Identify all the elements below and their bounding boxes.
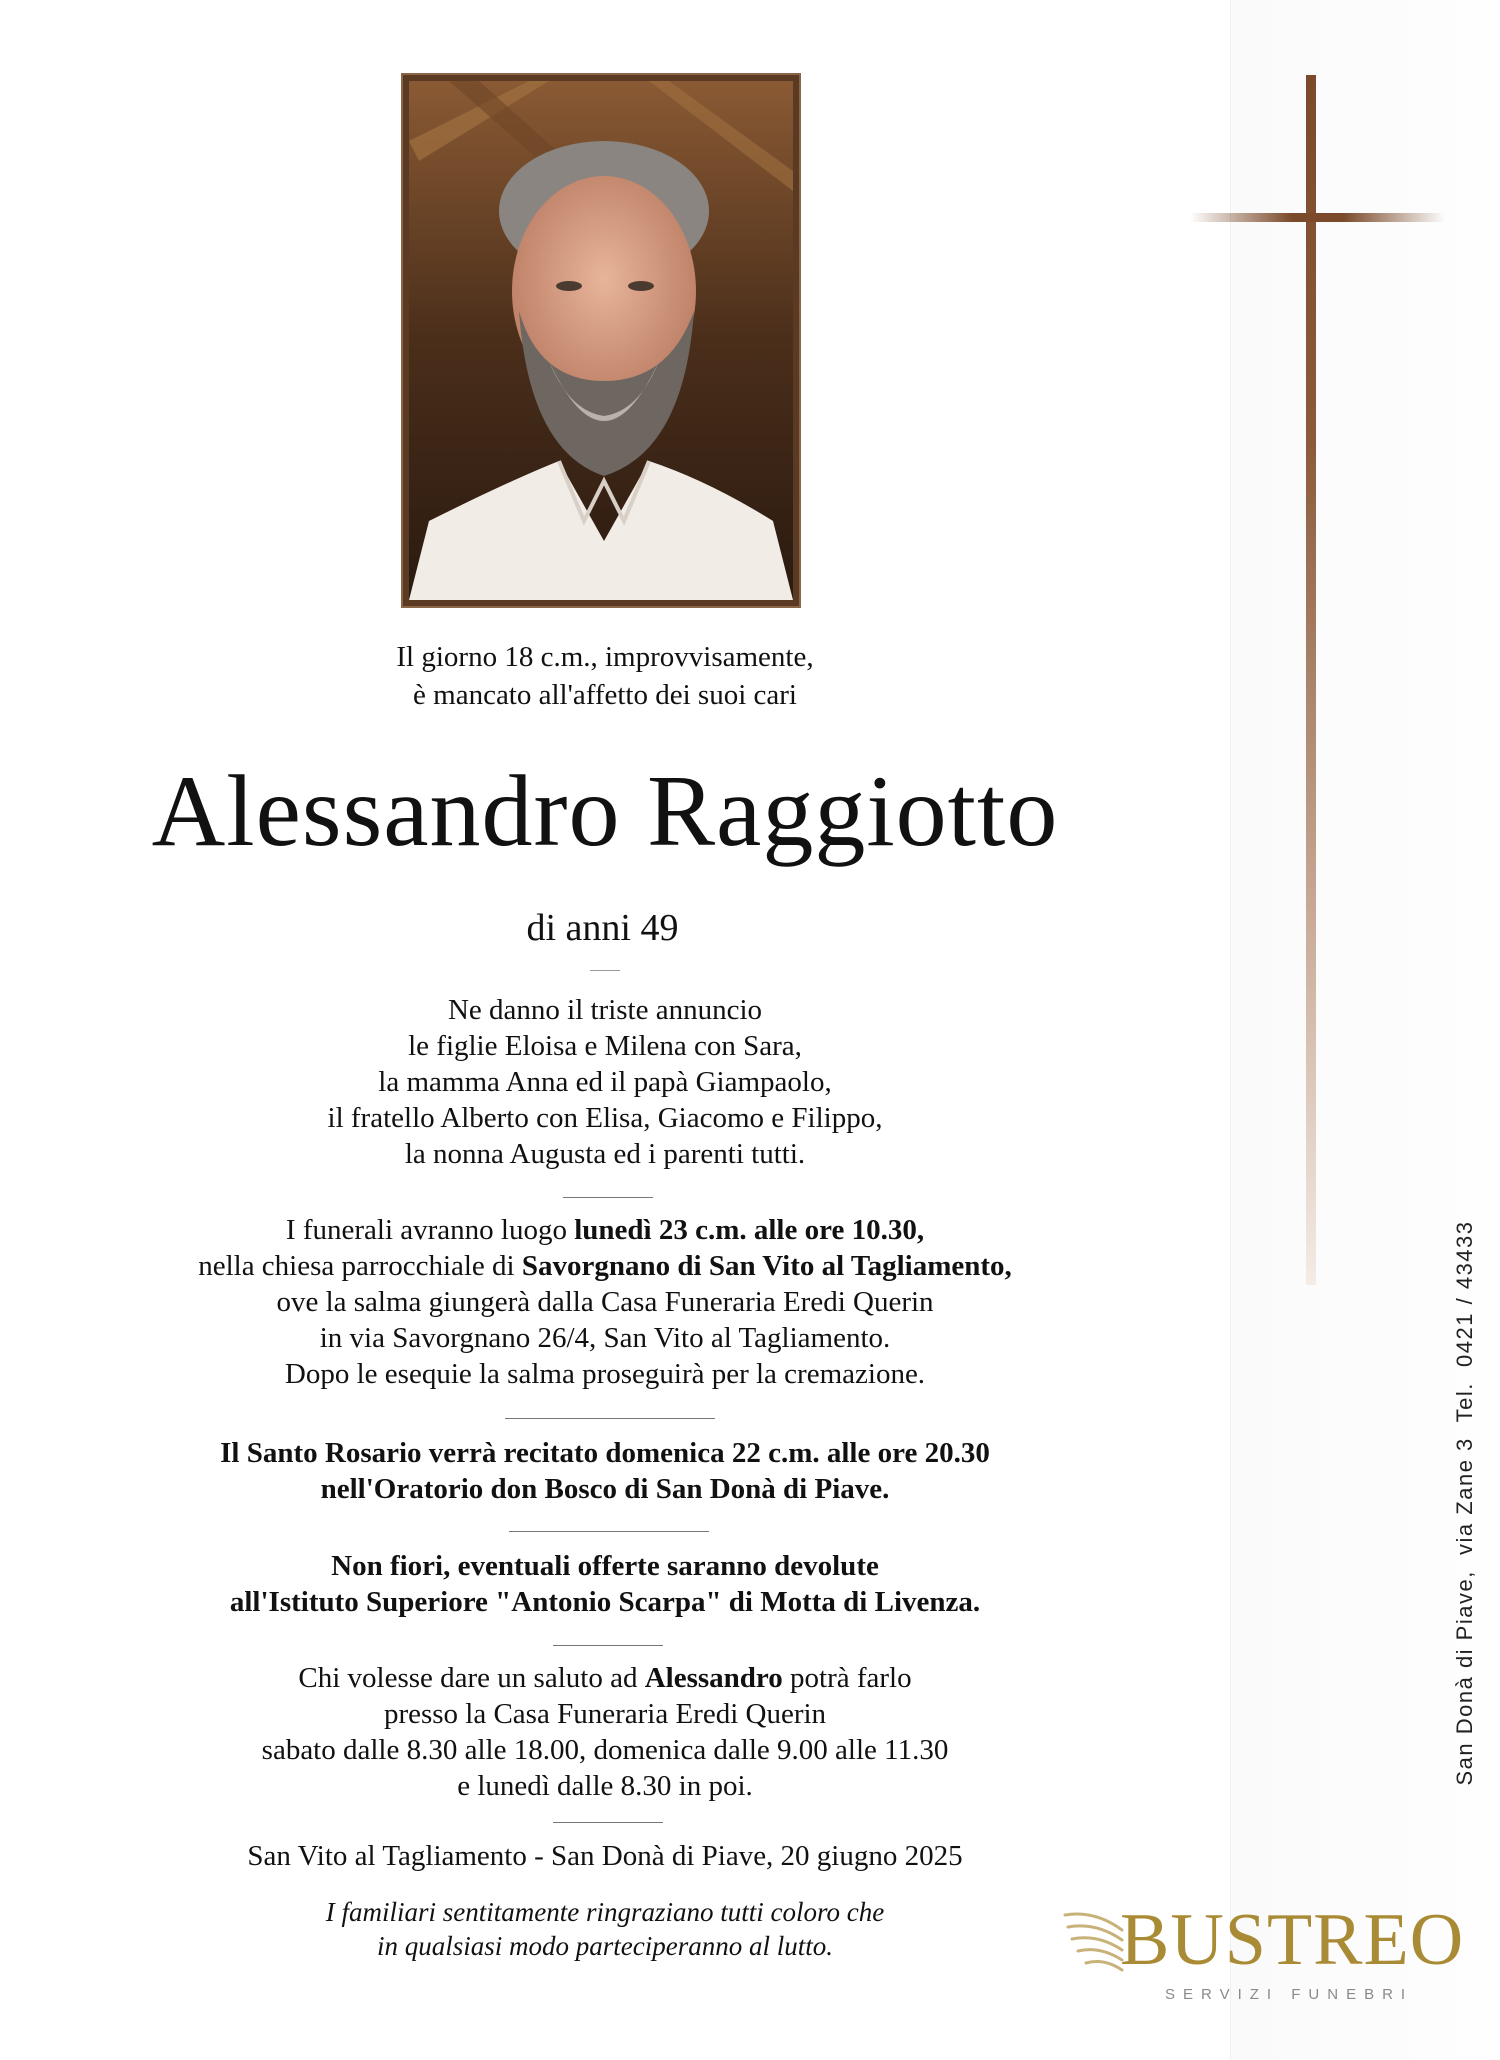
funeral-line-3: ove la salma giungerà dalla Casa Funeraria Eredi Querin [276,1286,934,1318]
family-line: il fratello Alberto con Elisa, Giacomo e Filippo, [327,1102,883,1134]
funeral-details [0,1212,1210,1392]
visit-line-4: e lunedì dalle 8.30 in poi. [457,1770,753,1802]
divider [505,1418,715,1419]
visit-line-1 [0,1660,1210,1696]
divider [553,1645,663,1646]
donation-line-1: Non fiori, eventuali offerte saranno devolute [331,1550,879,1582]
family-line: la mamma Anna ed il papà Giampaolo, [378,1066,832,1098]
intro-text [0,638,1210,714]
funeral-line-2 [0,1248,1210,1284]
visit-line-3: sabato dalle 8.30 alle 18.00, domenica dalle 9.00 alle 11.30 [261,1734,949,1766]
donation-line-2: all'Istituto Superiore "Antonio Scarpa" di Motta di Livenza. [229,1586,981,1618]
thanks-line-2: in qualsiasi modo parteciperanno al lutto. [377,1931,833,1961]
deceased-name: Alessandro Raggiotto [151,755,1059,868]
cross-horizontal-bar [1190,213,1445,222]
funeral-line-4: in via Savorgnano 26/4, San Vito al Tagliamento. [319,1322,891,1354]
portrait-photo [409,81,793,600]
funeral-date: lunedì 23 c.m. alle ore 10.30, [574,1214,925,1246]
visit-line-2: presso la Casa Funeraria Eredi Querin [383,1698,827,1730]
family-announcement [0,992,1210,1172]
funeral-line-1 [0,1212,1210,1248]
visit-line-1-text: Chi volesse dare un saluto ad [298,1662,645,1694]
bustreo-logo [1060,1899,1465,2010]
divider [553,1822,663,1823]
rosary-line-1: Il Santo Rosario verrà recitato domenica 22 c.m. alle ore 20.30 [220,1437,990,1469]
rosary-line-2: nell'Oratorio don Bosco di San Donà di Piave. [320,1473,890,1505]
rosary-notice [0,1435,1210,1507]
visitation-notice [0,1660,1210,1804]
funeral-line-5: Dopo le esequie la salma proseguirà per la cremazione. [284,1358,926,1390]
thanks-line-1: I familiari sentitamente ringraziano tutti coloro che [325,1897,885,1927]
cross-vertical-bar [1306,75,1316,1285]
portrait-photo-frame [401,73,801,608]
family-line: la nonna Augusta ed i parenti tutti. [404,1138,806,1170]
funeral-line-1-text: I funerali avranno luogo [285,1214,575,1246]
intro-line-2: è mancato all'affetto dei suoi cari [413,679,797,711]
visit-name: Alessandro [644,1662,783,1694]
deceased-age: di anni 49 [526,907,679,949]
family-line: Ne danno il triste annuncio [447,994,763,1026]
logo-tagline: SERVIZI FUNEBRI [1165,1986,1414,2003]
funeral-line-2-text: nella chiesa parrocchiale di [198,1250,522,1282]
logo-name: BUSTREO [1120,1899,1465,1981]
divider [509,1531,709,1532]
divider [590,970,620,971]
divider [563,1197,653,1198]
funeral-home-address: San Donà di Piave, via Zane 3 Tel. 0421 / 43433 [1452,1220,1477,1786]
intro-line-1: Il giorno 18 c.m., improvvisamente, [396,641,814,673]
place-and-date: San Vito al Tagliamento - San Donà di Piave, 20 giugno 2025 [247,1840,963,1872]
thanks-note [0,1895,1210,1963]
visit-line-1-end: potrà farlo [782,1662,912,1694]
donation-notice [0,1548,1210,1620]
funeral-church: Savorgnano di San Vito al Tagliamento, [521,1250,1012,1282]
family-line: le figlie Eloisa e Milena con Sara, [408,1030,802,1062]
